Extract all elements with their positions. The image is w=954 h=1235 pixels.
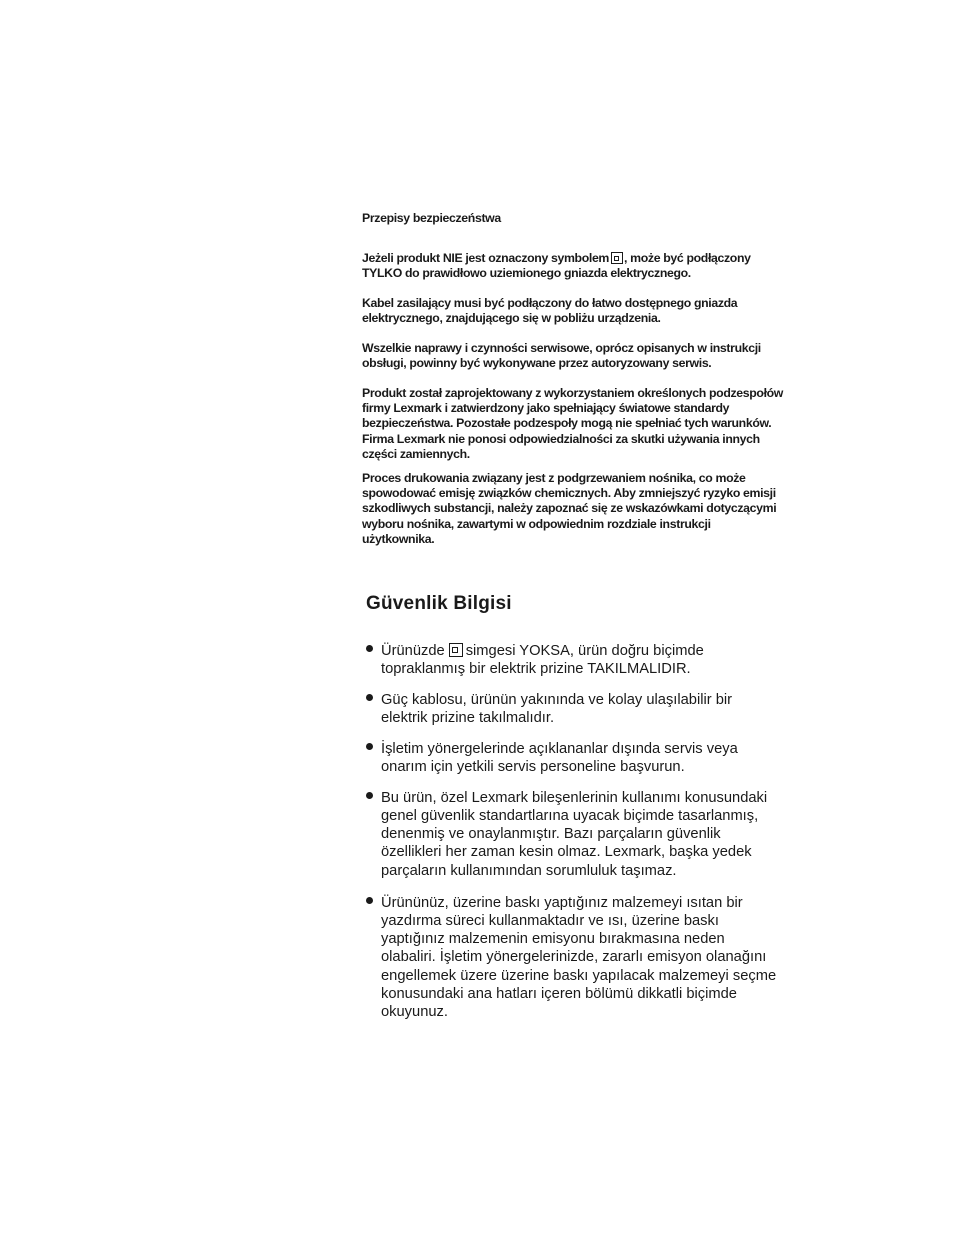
text-line: Proces drukowania związany jest z podgrzewaniem nośnika, co może — [362, 470, 746, 485]
list-item — [364, 740, 824, 776]
text-line: Ürünüzde simgesi YOKSA, ürün doğru biçimde — [381, 643, 704, 659]
text-line: spowodować emisję związków chemicznych. Aby zmniejszyć ryzyko emisji — [362, 486, 776, 501]
text-line: özellikleri her zaman kesin olmaz. Lexmark, başka yedek — [381, 844, 752, 861]
text-line: Jeżeli produkt NIE jest oznaczony symbolem , może być podłączony — [362, 251, 751, 266]
bullet-icon — [366, 743, 373, 750]
polish-paragraph-components — [362, 386, 832, 462]
list-item — [364, 642, 824, 678]
bullet-icon — [366, 792, 373, 799]
text-line: szkodliwych substancji, należy zapoznać się ze wskazówkami dotyczącymi — [362, 501, 777, 516]
text-line: Produkt został zaprojektowany z wykorzystaniem określonych podzespołów — [362, 385, 784, 400]
polish-paragraph-service — [362, 341, 832, 371]
polish-section-heading: Przepisy bezpieczeństwa — [362, 211, 501, 225]
text-line: parçaların kullanımından sorumluluk taşımaz. — [381, 862, 677, 879]
text-line: TYLKO do prawidłowo uziemionego gniazda elektrycznego. — [362, 266, 691, 281]
text-line: elektrik prizine takılmalıdır. — [381, 710, 555, 727]
turkish-bullet-list — [364, 642, 824, 1034]
text-line: onarım için yetkili servis personeline başvurun. — [381, 759, 685, 776]
text-line: engellemek üzere üzerine baskı yapılacak malzemeyi seçme — [381, 967, 777, 984]
polish-paragraph-grounding — [362, 251, 832, 281]
text-line: okuyunuz. — [381, 1003, 448, 1020]
polish-paragraph-power-cord — [362, 296, 832, 326]
double-square-icon — [449, 643, 463, 657]
text-line: bezpieczeństwa. Pozostałe podzespoły mogą nie spełniać tych warunków. — [362, 416, 772, 431]
text-line: konusundaki ana hatları içeren bölümü dikkatli biçimde — [381, 985, 737, 1002]
text-line: Bu ürün, özel Lexmark bileşenlerinin kullanımı konusundaki — [381, 789, 768, 806]
text-line: genel güvenlik standartlarına uyacak biçimde tasarlanmış, — [381, 807, 759, 824]
list-item — [364, 691, 824, 727]
text-line: Wszelkie naprawy i czynności serwisowe, oprócz opisanych w instrukcji — [362, 341, 761, 356]
text-line: denenmiş ve onaylanmıştır. Bazı parçaların güvenlik — [381, 826, 721, 843]
polish-safety-section — [362, 211, 832, 561]
text-line: firmy Lexmark i zatwierdzony jako spełniający światowe standardy — [362, 401, 730, 416]
text-line: Ürününüz, üzerine baskı yaptığınız malzemeyi ısıtan bir — [381, 894, 743, 911]
text-line: yaptığınız malzemenin emisyonu bırakmasına neden — [381, 931, 725, 948]
list-item — [364, 789, 824, 880]
bullet-icon — [366, 897, 373, 904]
text-line: użytkownika. — [362, 531, 435, 546]
text-line: Kabel zasilający musi być podłączony do łatwo dostępnego gniazda — [362, 296, 738, 311]
turkish-section-title: Güvenlik Bilgisi — [366, 593, 512, 614]
text-line: Firma Lexmark nie ponosi odpowiedzialności za skutki używania innych — [362, 431, 760, 446]
list-item — [364, 894, 824, 1021]
text-line: obsługi, powinny być wykonywane przez autoryzowany serwis. — [362, 356, 712, 371]
text-line: İşletim yönergelerinde açıklananlar dışında servis veya — [381, 740, 738, 757]
text-line: Güç kablosu, ürünün yakınında ve kolay ulaşılabilir bir — [381, 691, 733, 708]
text-line: olabaliri. İşletim yönergelerinizde, zararlı emisyon olanağını — [381, 949, 767, 966]
double-square-icon — [611, 252, 623, 264]
text-line: yazdırma süreci kullanmaktadır ve ısı, üzerine baskı — [381, 912, 719, 929]
bullet-icon — [366, 645, 373, 652]
text-line: wyboru nośnika, zawartymi w odpowiednim rozdziale instrukcji — [362, 516, 711, 531]
bullet-icon — [366, 694, 373, 701]
text-line: elektrycznego, znajdującego się w pobliżu urządzenia. — [362, 311, 661, 326]
text-line: topraklanmış bir elektrik prizine TAKILMALIDIR. — [381, 661, 691, 678]
polish-paragraph-emissions — [362, 471, 832, 547]
text-line: części zamiennych. — [362, 446, 470, 461]
